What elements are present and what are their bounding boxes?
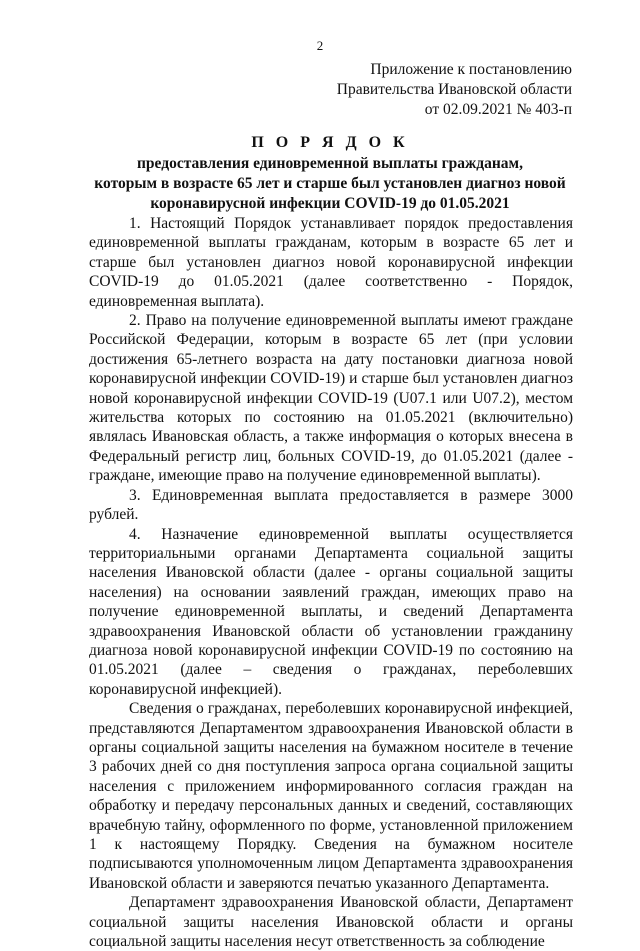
document-title <box>80 132 580 214</box>
paragraph-2: 2. Право на получение единовременной выплаты имеют граждане Российской Федерации, которым в возрасте 65 лет (при условии достижения 65-летнего возраста на дату постановки диагноза новой коронавирусной инфекции COVID-19) и старше был установлен диагноз новой коронавирусной инфекции COVID-19 (U07.1 или U07.2), местом жительства которых по состоянию на 01.05.2021 (включительно) являлась Ивановская область, а также информация о которых внесена в Федеральный регистр лиц, больных COVID-19, до 01.05.2021 (далее - граждане, имеющие право на получение единовременной выплаты). <box>89 312 573 485</box>
paragraph-1: 1. Настоящий Порядок устанавливает порядок предоставления единовременной выплаты гражданам, которым в возрасте 65 лет и старше был установлен диагноз новой коронавирусной инфекции COVID-19 до 01.05.2021 (далее соответственно - Порядок, единовременная выплата). <box>89 215 573 310</box>
document-body <box>89 214 573 951</box>
page-number: 2 <box>316 38 324 53</box>
paragraph-3: 3. Единовременная выплата предоставляется в размере 3000 рублей. <box>89 486 573 524</box>
appendix-header <box>337 60 572 120</box>
title-heading: П О Р Я Д О К <box>251 134 409 151</box>
appendix-line-3: от 02.09.2021 № 403-п <box>424 101 572 118</box>
appendix-line-2: Правительства Ивановской области <box>336 81 572 98</box>
paragraph-6: Департамент здравоохранения Ивановской области, Департамент социальной защиты населения Ивановской области и органы социальной защиты населения несут ответственность за соблюдение <box>89 894 573 951</box>
appendix-line-1: Приложение к постановлению <box>370 61 572 78</box>
title-line-1: предоставления единовременной выплаты гражданам, <box>137 155 523 172</box>
title-line-3: коронавирусной инфекции COVID-19 до 01.05.2021 <box>150 195 510 212</box>
paragraph-5: Сведения о гражданах, переболевших коронавирусной инфекцией, представляются Департаментом здравоохранения Ивановской области в органы социальной защиты населения на бумажном носителе в течение 3 рабочих дней со дня поступления запроса органа социальной защиты населения с приложением информированного согласия граждан на обработку и передачу персональных данных и сведений, составляющих врачебную тайну, оформленного по форме, установленной приложением 1 к настоящему Порядку. Сведения на бумажном носителе подписываются уполномоченным лицом Департамента здравоохранения Ивановской области и заверяются печатью указанного Департамента. <box>89 700 573 892</box>
title-line-2: которым в возрасте 65 лет и старше был установлен диагноз новой <box>94 175 566 192</box>
paragraph-4: 4. Назначение единовременной выплаты осуществляется территориальными органами Департамента социальной защиты населения Ивановской области (далее - органы социальной защиты населения) на основании заявлений граждан, имеющих право на получение единовременной выплаты, и сведений Департамента здравоохранения Ивановской области об установлении гражданину диагноза новой коронавирусной инфекции COVID-19 по состоянию на 01.05.2021 (далее – сведения о гражданах, переболевших коронавирусной инфекцией). <box>89 525 573 698</box>
